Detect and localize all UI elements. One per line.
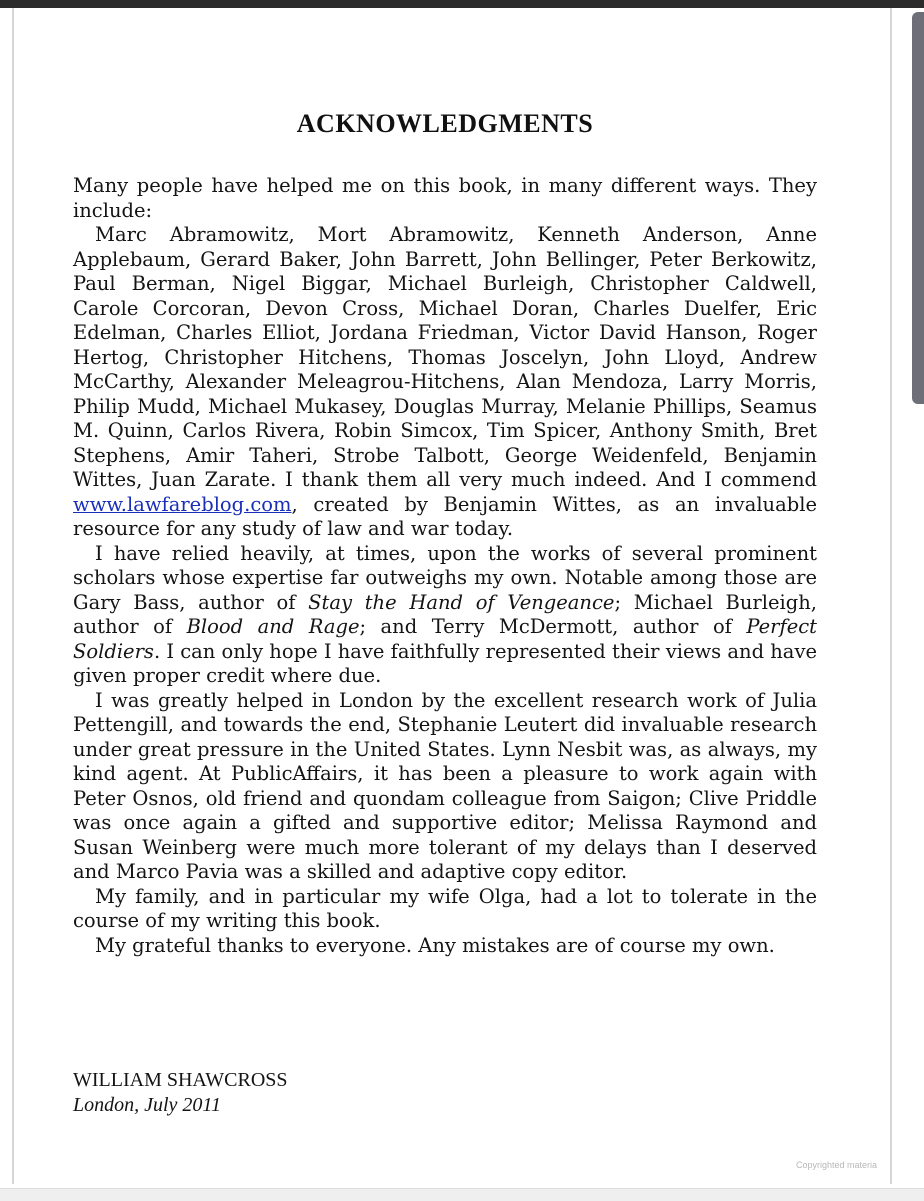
paragraph-intro: Many people have helped me on this book, in many different ways. They include:	[73, 174, 817, 222]
paragraph-family: My family, and in particular my wife Olga, had a lot to tolerate in the course of my writing this book.	[73, 884, 817, 932]
bottom-edge	[0, 1188, 924, 1201]
acknowledgments-body	[73, 174, 817, 958]
paragraph-scholars	[73, 542, 817, 689]
paragraph-research: I was greatly helped in London by the excellent research work of Julia Pettengill, and towards the end, Stephanie Leutert did invaluable research under great pressure in the United States. Lynn Nesbit was, as always, my kind agent. At PublicAffairs, it has been a pleasure to work again with Peter Osnos, old friend and quondam colleague from Saigon; Clive Priddle was once again a gifted and supportive editor; Melissa Raymond and Susan Weinberg were much more tolerant of my delays than I deserved and Marco Pavia was a skilled and adaptive copy editor.	[73, 688, 817, 883]
scholars-text-b: ; Michael Burleigh, author of	[73, 590, 818, 638]
names-text: Marc Abramowitz, Mort Abramowitz, Kenneth Anderson, Anne Applebaum, Gerard Baker, John Barrett, John Bellinger, Peter Berkowitz, Paul Berman, Nigel Biggar, Michael Burleigh, Christopher Caldwell, Carole Corcoran, Devon Cross, Michael Doran, Charles Duelfer, Eric Edelman, Charles Elliot, Jordana Friedman, Victor David Hanson, Roger Hertog, Christopher Hitchens, Thomas Joscelyn, John Lloyd, Andrew McCarthy, Alexander Meleagrou-Hitchens, Alan Mendoza, Larry Morris, Philip Mudd, Michael Mukasey, Douglas Murray, Melanie Phillips, Seamus M. Quinn, Carlos Rivera, Robin Simcox, Tim Spicer, Anthony Smith, Bret Stephens, Amir Taheri, Strobe Talbott, George Weidenfeld, Benjamin Wittes, Juan Zarate. I thank them all very much indeed. And I commend	[73, 223, 817, 491]
copyright-notice: Copyrighted materia	[796, 1160, 878, 1170]
author-name: WILLIAM SHAWCROSS	[73, 1069, 288, 1091]
book-title-2: Blood and Rage	[186, 615, 360, 638]
scholars-text-d: . I can only hope I have faithfully represented their views and have given proper credit where due.	[73, 639, 817, 687]
paragraph-names	[73, 223, 817, 542]
scholars-text-c: ; and Terry McDermott, author of	[359, 615, 747, 638]
scroll-handle[interactable]	[912, 12, 924, 404]
place-date: London, July 2011	[73, 1094, 221, 1116]
lawfareblog-link[interactable]: www.lawfareblog.com	[73, 492, 292, 516]
paragraph-thanks: My grateful thanks to everyone. Any mistakes are of course my own.	[95, 933, 775, 957]
book-title-1: Stay the Hand of Vengeance	[308, 590, 615, 614]
signature-block	[73, 1068, 288, 1118]
scholars-text-a: I have relied heavily, at times, upon the works of several prominent scholars whose expertise far outweighs my own. Notable among those are Gary Bass, author of	[73, 541, 817, 614]
top-bar	[0, 0, 924, 8]
book-title-3: Perfect Soldiers	[73, 615, 817, 663]
names-text-end: , created by Benjamin Wittes, as an invaluable resource for any study of law and war today.	[73, 492, 817, 540]
page-title: ACKNOWLEDGMENTS	[296, 109, 594, 139]
